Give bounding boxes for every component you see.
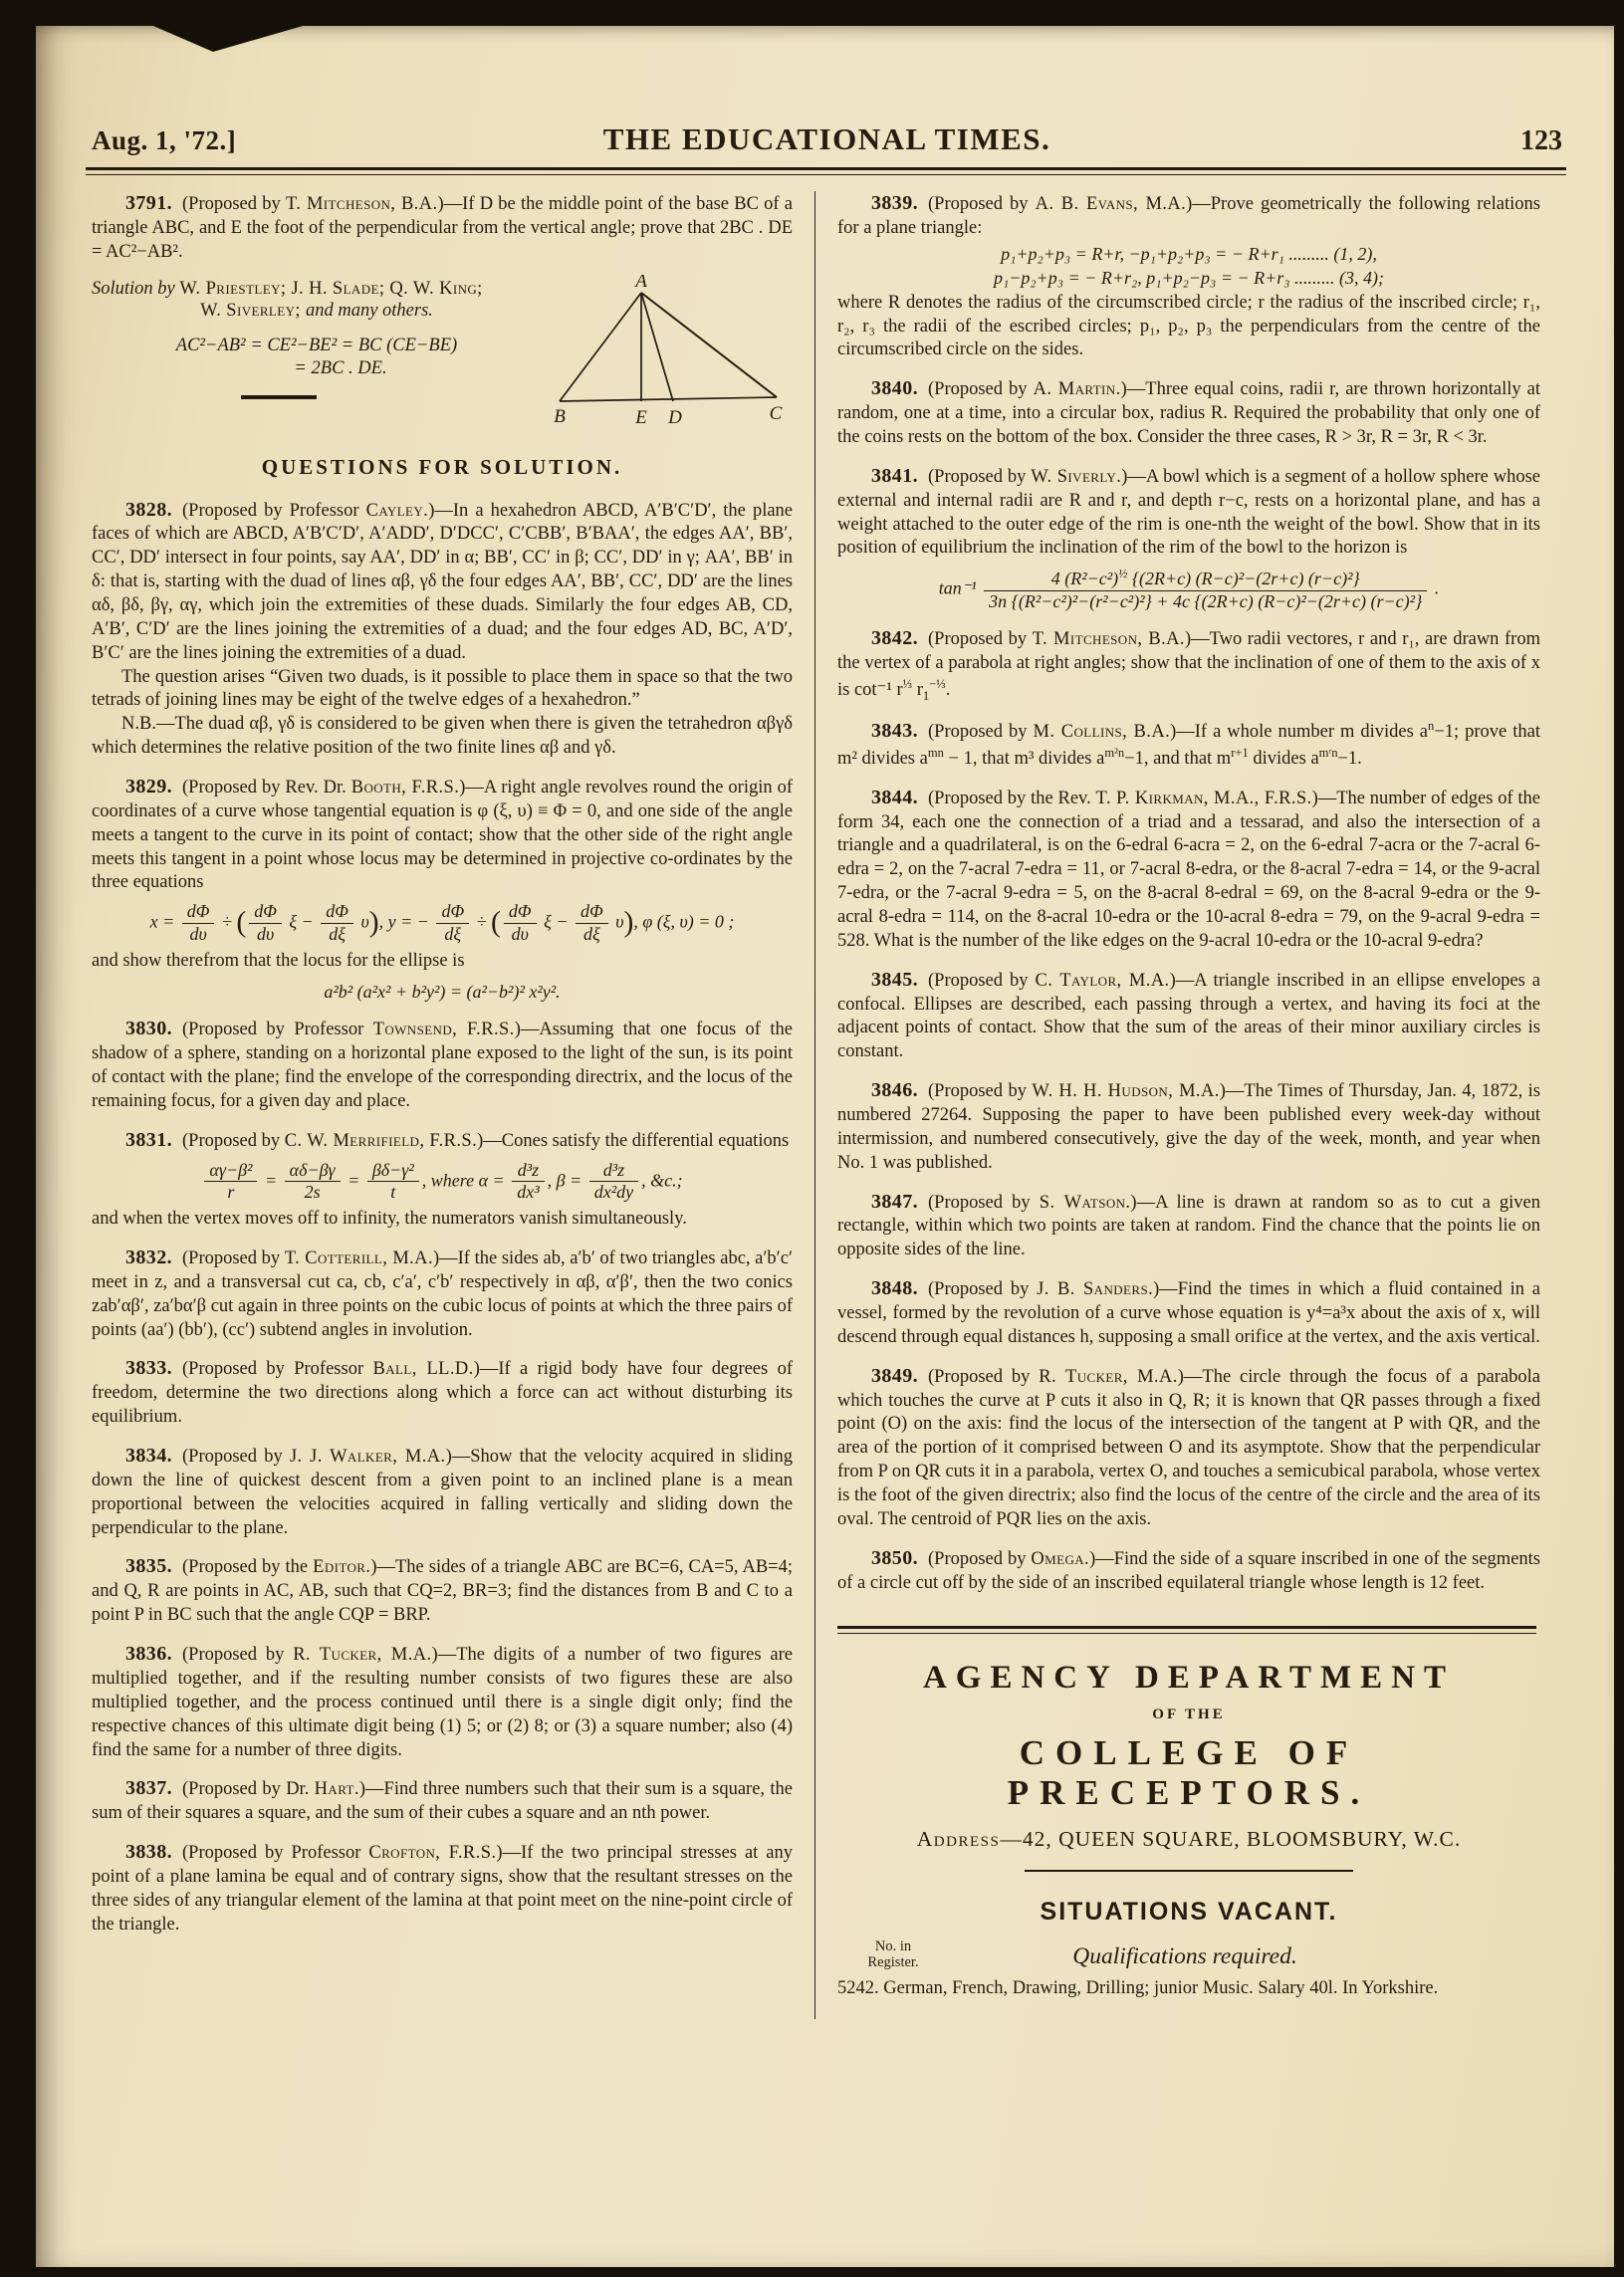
problem-number: 3841. bbox=[871, 464, 918, 487]
problem-3840 bbox=[837, 376, 1540, 450]
equation: tan⁻¹ $\frac{4 (R^2-c^2)^{\frac{1}{2}} \{(2R+c) (R-c)^2-(2r+c) (r-c)^2\}}{\text{3n \{(R²−c²)²−(r²−c²)²\} + 4c \{(2R+c) (R−c)²−(2r+c) (r−c)²\}}}$ . bbox=[938, 567, 1440, 612]
proposer-name: W. Siverly. bbox=[1031, 466, 1122, 487]
problem-number: 3849. bbox=[871, 1364, 918, 1387]
problem-3847 bbox=[837, 1190, 1540, 1263]
and-many-others: and many others. bbox=[305, 300, 433, 321]
questions-list-left bbox=[92, 498, 793, 1937]
problem-lead: 3829. (Proposed by Rev. Dr. Booth, F.R.S.)—A right angle revolves round the origin of coordinates of a curve whose tangential equation is φ (ξ, υ) ≡ Φ = 0, and one side of the angle meets a tangent to the curve in its point of contact; show that the other side of the right angle meets this tangent in a point whose locus may be determined in projective co-ordinates by the three equations bbox=[92, 776, 793, 893]
proposer-name: Cayley. bbox=[365, 500, 429, 521]
problem-number: 3831. bbox=[125, 1128, 172, 1151]
proposer-name: Ball, LL.D. bbox=[372, 1359, 474, 1380]
problem-number: 3844. bbox=[871, 786, 918, 808]
masthead-rule bbox=[86, 167, 1566, 175]
problem-paragraph: The question arises “Given two duads, is it possible to place them in space so that the two tetrads of joining lines may be eight of the twelve edges of a hexahedron.” bbox=[92, 666, 793, 711]
problem-paragraph: where R denotes the radius of the circumscribed circle; r the radius of the inscribed circle; r₁, r₂, r₃ the radii of the escribed circles; p₁, p₂, p₃ the perpendiculars from the centre of the circumscribed circle on the sides. bbox=[837, 292, 1540, 360]
two-column-layout bbox=[36, 191, 1614, 2019]
problem-3830 bbox=[92, 1017, 793, 1113]
problem-3829 bbox=[92, 775, 793, 1003]
proposer-name: C. W. Merrifield, F.R.S. bbox=[284, 1130, 478, 1151]
questions-list-right bbox=[837, 191, 1540, 1596]
problem-lead: 3830. (Proposed by Professor Townsend, F.R.S.)—Assuming that one focus of the shadow of a sphere, standing on a horizontal plane exposed to the light of the sun, is its point of contact with the plane; find the envelope of the corresponding directrix, and the locus of the remaining focus, for a given day and place. bbox=[92, 1018, 793, 1111]
vertex-label-C: C bbox=[769, 402, 783, 424]
problem-number: 3839. bbox=[871, 192, 918, 214]
problem-lead: 3832. (Proposed by T. Cotterill, M.A.)—If the sides ab, a′b′ of two triangles abc, a′b′c′ meet in z, and a transversal cut ca, cb, c′a′, c′b′ respectively in αβ, α′β′, then the two conics zab′αβ′, za′bα′β cut again in three points on the cubic locus of points at which the three pairs of points (aa′) (bb′), (cc′) subtend angles in involution. bbox=[92, 1247, 793, 1340]
proposer-name: T. P. Kirkman, M.A., F.R.S. bbox=[1095, 788, 1312, 808]
issue-date: Aug. 1, '72.] bbox=[92, 125, 237, 155]
problem-lead: 3828. (Proposed by Professor Cayley.)—In a hexahedron ABCD, A′B′C′D′, the plane faces of which are ABCD, A′B′C′D′, A′ADD′, D′DCC′, C′CBB′, B′BAA′, the edges AA′, BB′, CC′, DD′ intersect in four points, say AA′, DD′ in α; BB′, CC′ in β; CC′, DD′ in γ; AA′, BB′ in δ: that is, starting with the duad of lines αβ, γδ the four edges AA′, BB′, CC′, DD′ are the lines αδ, βδ, βγ, αγ, which join the extremities of these duads. Similarly the four edges AB, CD, A′B′, C′D′ are the lines joining the extremities of a duad; and the four edges AD, BC, A′D′, B′C′ are the lines joining the extremities of a duad. bbox=[92, 498, 794, 663]
problem-3828 bbox=[92, 498, 793, 761]
problem-number: 3835. bbox=[125, 1555, 172, 1578]
problem-lead: 3833. (Proposed by Professor Ball, LL.D.)—If a rigid body have four degrees of freedom, determine the two directions along which a force can act without disturbing its equilibrium. bbox=[92, 1357, 793, 1428]
problem-lead: 3839. (Proposed by A. B. Evans, M.A.)—Prove geometrically the following relations for a plane triangle: bbox=[837, 192, 1540, 238]
problem-number: 3833. bbox=[125, 1357, 172, 1380]
solution-attribution-line2 bbox=[92, 301, 542, 322]
end-of-solution-rule bbox=[241, 395, 317, 399]
problem-number: 3832. bbox=[125, 1247, 172, 1269]
problem-number: 3836. bbox=[125, 1643, 172, 1666]
problem-3841 bbox=[837, 464, 1540, 612]
problem-lead: 3849. (Proposed by R. Tucker, M.A.)—The circle through the focus of a parabola which touches the curve at P cuts it also in Q, R; it is known that QR passes through a fixed point (O) on the axis: find the locus of the intersection of the tangent at P with QR, and the area of the portion of it comprised between O and its asymptote. Show that the perpendicular from P on QR cuts it in a parabola, vertex O, and touches a semicubical parabola, whose vertex is the foot of the given directrix; also find the locus of the centre of the circle and the area of its oval. The centroid of PQR lies on the axis. bbox=[837, 1364, 1540, 1529]
problem-3831 bbox=[92, 1128, 793, 1232]
proposer-name: Hart. bbox=[314, 1779, 359, 1800]
problem-number: 3838. bbox=[125, 1841, 172, 1864]
problem-paragraph: and when the vertex moves off to infinity, the numerators vanish simultaneously. bbox=[92, 1209, 687, 1230]
problem-3837 bbox=[92, 1776, 793, 1826]
page-paper bbox=[36, 26, 1614, 2267]
agency-college: COLLEGE OF PRECEPTORS. bbox=[1007, 1732, 1371, 1812]
problem-number: 3791. bbox=[125, 192, 172, 214]
problem-lead: 3845. (Proposed by C. Taylor, M.A.)—A triangle inscribed in an ellipse envelopes a confocal. Ellipses are described, each passing through a vertex, and having its foci at the adjacent points of contact. Show that the sum of the areas of their minor auxiliary circles is constant. bbox=[837, 968, 1540, 1062]
proposer-name: R. Tucker, M.A. bbox=[293, 1645, 432, 1666]
problem-3836 bbox=[92, 1642, 793, 1762]
problem-3838 bbox=[92, 1840, 793, 1936]
problem-3832 bbox=[92, 1246, 793, 1342]
masthead bbox=[92, 121, 1562, 157]
problem-number: 3828. bbox=[125, 498, 172, 521]
proposer-name: A. Martin. bbox=[1033, 379, 1121, 400]
qualifications-header: Qualifications required. bbox=[1072, 1942, 1297, 1969]
equation: p₁−p₂+p₃ = − R+r₂, p₁+p₂−p₃ = − R+r₃ ......... (3, 4); bbox=[993, 268, 1384, 289]
solver-names: W. Priestley; J. H. Slade; Q. W. King; bbox=[179, 278, 483, 299]
problem-3846 bbox=[837, 1078, 1540, 1175]
proposer-name: C. Taylor, M.A. bbox=[1035, 970, 1170, 991]
equation: a²b² (a²x² + b²y²) = (a²−b²)² x²y². bbox=[324, 981, 561, 1002]
problem-lead: 3842. (Proposed by T. Mitcheson, B.A.)—Two radii vectores, r and r₁, are drawn from the vertex of a parabola at right angles; show that the inclination of one of them to the axis of x is cot⁻¹ $r^{\frac{1}{3}}$ $r_1^{-\frac{1}{3}}$. bbox=[837, 626, 1540, 703]
problem-number: 3829. bbox=[125, 776, 172, 798]
problem-3850 bbox=[837, 1546, 1540, 1596]
problem-lead: 3834. (Proposed by J. J. Walker, M.A.)—Show that the velocity acquired in sliding down the line of quickest descent from a given point to an inclined plane is a mean proportional between the velocities acquired in falling vertically and sliding down the perpendicular to the plane. bbox=[92, 1445, 793, 1538]
vertex-label-B: B bbox=[554, 405, 566, 426]
scan-tear-notch bbox=[153, 26, 303, 52]
situations-vacant-heading: SITUATIONS VACANT. bbox=[1040, 1897, 1338, 1926]
problem-number: 3842. bbox=[871, 626, 918, 649]
listing-number: 5242. bbox=[837, 1977, 879, 1998]
proposer-name: W. H. H. Hudson, M.A. bbox=[1032, 1081, 1220, 1102]
problem-lead: 3846. (Proposed by W. H. H. Hudson, M.A.)—The Times of Thursday, Jan. 4, 1872, is numbered 27264. Supposing the paper to have been published every week-day without intermission, and numbered consecutively, give the day of the week, month, and year when No. 1 was published. bbox=[837, 1079, 1540, 1173]
proposer-name: T. Mitcheson, B.A. bbox=[285, 194, 438, 214]
agency-address bbox=[837, 1827, 1540, 1852]
proposer-name: Omega. bbox=[1031, 1548, 1090, 1569]
problem-body: If D be the middle point of the base BC of a triangle ABC, and E the foot of the perpendicular from the vertical angle; prove that 2BC . DE = AC²−AB². bbox=[92, 194, 793, 262]
problem-3843 bbox=[837, 718, 1540, 772]
problem-3849 bbox=[837, 1364, 1540, 1532]
problem-3791 bbox=[92, 191, 793, 265]
problem-lead: 3848. (Proposed by J. B. Sanders.)—Find the times in which a fluid contained in a vessel, formed by the revolution of a curve whose equation is y⁴=a³x about the axis of x, will descend through equal distances h, supposing a small orifice at the vertex, and the axis vertical. bbox=[837, 1277, 1540, 1347]
agency-rule bbox=[1025, 1870, 1353, 1872]
listing-text: German, French, Drawing, Drilling; junior Music. Salary 40l. In Yorkshire. bbox=[878, 1977, 1439, 1998]
problem-lead bbox=[92, 191, 793, 265]
triangle-diagram-svg bbox=[550, 275, 791, 426]
vertex-label-A: A bbox=[635, 274, 647, 292]
situation-listing-5242 bbox=[837, 1976, 1540, 2000]
problem-number: 3850. bbox=[871, 1546, 918, 1569]
problem-3844 bbox=[837, 786, 1540, 954]
register-number-header bbox=[837, 1938, 949, 1970]
proposer-name: T. Mitcheson, B.A. bbox=[1032, 628, 1185, 649]
proposer-name: J. B. Sanders. bbox=[1037, 1279, 1154, 1300]
problem-lead: 3843. (Proposed by M. Collins, B.A.)—If a whole number m divides $a^n-1$; prove that m² divides $a^{mn} - 1$, that m³ divides $a^{m^2n}-1$, and that $m^{r+1}$ divides $a^{mʳn}-1$. bbox=[837, 718, 1540, 769]
vertex-label-D: D bbox=[668, 406, 682, 426]
problem-lead: 3835. (Proposed by the Editor.)—The sides of a triangle ABC are BC=6, CA=5, AB=4; and Q, R are points in AC, AB, such that CQ=2, BR=3; find the distances from B and C to a point P in BC such that the angle CQP = BRP. bbox=[92, 1555, 793, 1626]
problem-number: 3834. bbox=[125, 1445, 172, 1468]
solver-names-2: W. Siverley; bbox=[200, 300, 306, 321]
proposer-name: R. Tucker, M.A. bbox=[1039, 1366, 1178, 1387]
triangle-figure bbox=[550, 275, 791, 431]
problem-3834 bbox=[92, 1444, 793, 1540]
solution-block bbox=[92, 274, 793, 431]
problem-number: 3840. bbox=[871, 377, 918, 400]
agency-title: AGENCY DEPARTMENT bbox=[922, 1659, 1456, 1696]
problem-3848 bbox=[837, 1276, 1540, 1350]
problem-lead: 3837. (Proposed by Dr. Hart.)—Find three numbers such that their sum is a square, the sum of their squares a square, and the sum of their cubes a square and an nth power. bbox=[92, 1777, 793, 1824]
proposer-name: J. J. Walker, M.A. bbox=[289, 1447, 446, 1468]
page-title: THE EDUCATIONAL TIMES. bbox=[602, 121, 1051, 156]
dash: )— bbox=[437, 194, 463, 214]
problem-3845 bbox=[837, 968, 1540, 1064]
left-column bbox=[92, 191, 793, 2019]
proposer-name: Editor. bbox=[313, 1557, 371, 1578]
proposer-name: Townsend, F.R.S. bbox=[372, 1020, 515, 1040]
problem-lead: 3840. (Proposed by A. Martin.)—Three equal coins, radii r, are thrown horizontally at random, one at a time, into a circular box, radius R. Required the probability that only one of the coins rests on the bottom of the box. Consider the three cases, R > 3r, R = 3r, R < 3r. bbox=[837, 377, 1541, 448]
proposer-name: T. Cotterill, M.A. bbox=[284, 1249, 433, 1269]
problem-lead: 3838. (Proposed by Professor Crofton, F.R.S.)—If the two principal stresses at any point of a plane lamina be equal and of contrary signs, show that the resultant stresses on the three sides of any triangular element of the lamina at that point meet on the nine-point circle of the triangle. bbox=[92, 1841, 794, 1935]
proposer-name: Crofton, F.R.S. bbox=[368, 1843, 497, 1864]
solution-by-label: Solution by bbox=[92, 278, 180, 299]
agency-department-block bbox=[837, 1660, 1540, 1872]
solution-attribution-line1 bbox=[92, 279, 542, 300]
problem-lead: 3831. (Proposed by C. W. Merrifield, F.R.S.)—Cones satisfy the differential equations bbox=[125, 1128, 790, 1151]
vertex-label-E: E bbox=[635, 406, 647, 426]
proposer-name: S. Watson. bbox=[1039, 1192, 1131, 1213]
register-header-line1: No. in bbox=[874, 1937, 912, 1954]
problem-3833 bbox=[92, 1356, 793, 1430]
problem-number: 3848. bbox=[871, 1277, 918, 1300]
problem-3835 bbox=[92, 1554, 793, 1628]
situations-column-headers bbox=[837, 1938, 1540, 1970]
problem-number: 3830. bbox=[125, 1018, 172, 1040]
problem-lead: 3850. (Proposed by Omega.)—Find the side of a square inscribed in one of the segments of a circle cut off by the side of an inscribed equilateral triangle whose length is 12 feet. bbox=[837, 1546, 1540, 1593]
problem-number: 3837. bbox=[125, 1777, 172, 1800]
problem-3842 bbox=[837, 626, 1540, 704]
problem-lead: 3841. (Proposed by W. Siverly.)—A bowl which is a segment of a hollow sphere whose external and internal radii are R and r, and depth r−c, rests on a horizontal plane, and has a weight attached to the outer edge of the rim is one-nth the weight of the bowl. Show that in its position of equilibrium the inclination of the rim of the bowl to the horizon is bbox=[837, 464, 1540, 559]
address-label: Address bbox=[916, 1826, 1001, 1851]
proposed-by-text: (Proposed by bbox=[182, 194, 286, 214]
solution-text bbox=[92, 279, 542, 399]
situations-vacant-block bbox=[837, 1898, 1540, 2001]
problem-lead: 3836. (Proposed by R. Tucker, M.A.)—The digits of a number of two figures are multiplied together, and if the resulting number consists of two figures these are also multiplied together, and the process continued until there is a single digit only; find the respective chances of this ultimate digit being (1) 5; or (2) 8; or (3) a square number; also (4) find the same for a number of three digits. bbox=[92, 1643, 793, 1760]
address-value: —42, QUEEN SQUARE, BLOOMSBURY, W.C. bbox=[1000, 1826, 1462, 1851]
register-header-line2: Register. bbox=[867, 1953, 919, 1970]
equation: $\frac{\text{αγ−β²}}{r}$ = $\frac{\alpha\delta-\beta\gamma}{2s}$ = $\frac{\text{βδ−γ²}}{t}$ , where α = $\frac{\text{d³z}}{\text{dx³}}$ , β = $\frac{\text{d³z}}{\text{dx²dy}}$ , &c.; bbox=[92, 1161, 793, 1204]
solution-equation-2: = 2BC . DE. bbox=[294, 357, 387, 378]
problem-paragraph: N.B.—The duad αβ, γδ is considered to be given when there is given the tetrahedron αβγδ which determines the relative position of the two finite lines αβ and γδ. bbox=[92, 714, 793, 759]
problem-number: 3845. bbox=[871, 968, 918, 991]
problem-lead: 3844. (Proposed by the Rev. T. P. Kirkman, M.A., F.R.S.)—The number of edges of the form 34, each one the connection of a triad and a tessarad, and also the intersection of a triangle and a quadrilateral, is on the 6-edral 6-acra = 2, on the 6-edral 7-acra or the 7-acral 6-edra = 2, on the 7-acral 7-edra = 11, or 7-acral 8-edra, or the 8-acral 7-edra = 14, or the 9-acral 7-edra, or the 7-acral 9-edra = 5, on the 8-acral 8-edral = 69, on the 8-acral 9-edra or the 9-acral 8-edra = 114, on the 8-acral 10-edra or the 10-acral 8-edra = 79, on the 9-acral 9-edra = 528. What is the number of the like edges on the 9-acral 10-edra or the 10-acral 9-edra? bbox=[837, 786, 1540, 951]
right-column bbox=[814, 191, 1540, 2019]
section-divider-rule bbox=[837, 1626, 1536, 1634]
problem-3839 bbox=[837, 191, 1540, 362]
problem-lead: 3847. (Proposed by S. Watson.)—A line is drawn at random so as to cut a given rectangle, within which two points are taken at random. Find the chance that the points lie on opposite sides of the line. bbox=[837, 1190, 1540, 1260]
proposer-name: M. Collins, B.A. bbox=[1033, 721, 1171, 742]
problem-paragraph: and show therefrom that the locus for the ellipse is bbox=[92, 950, 465, 971]
section-heading-questions: QUESTIONS FOR SOLUTION. bbox=[261, 454, 623, 479]
problem-number: 3843. bbox=[871, 719, 918, 742]
problem-number: 3847. bbox=[871, 1190, 918, 1213]
proposer-name: Booth, F.R.S. bbox=[350, 778, 460, 798]
page-number: 123 bbox=[1520, 125, 1562, 156]
equation: x = $\frac{d\Phi}{d\upsilon}$ ÷ ( $\frac{d\Phi}{d\upsilon}$ ξ − $\frac{d\Phi}{d\xi}$ υ), y = − $\frac{d\Phi}{d\xi}$ ÷ ( $\frac{d\Phi}{d\upsilon}$ ξ − $\frac{d\Phi}{d\xi}$ υ), φ (ξ, υ) = 0 ; bbox=[149, 901, 735, 945]
equation: p₁+p₂+p₃ = R+r, −p₁+p₂+p₃ = − R+r₁ ......... (1, 2), bbox=[1001, 243, 1377, 264]
problem-number: 3846. bbox=[871, 1079, 918, 1102]
solution-equation-1: AC²−AB² = CE²−BE² = BC (CE−BE) bbox=[175, 335, 458, 355]
proposer-name: A. B. Evans, M.A. bbox=[1035, 194, 1187, 214]
agency-of-the: OF THE bbox=[1152, 1706, 1226, 1722]
